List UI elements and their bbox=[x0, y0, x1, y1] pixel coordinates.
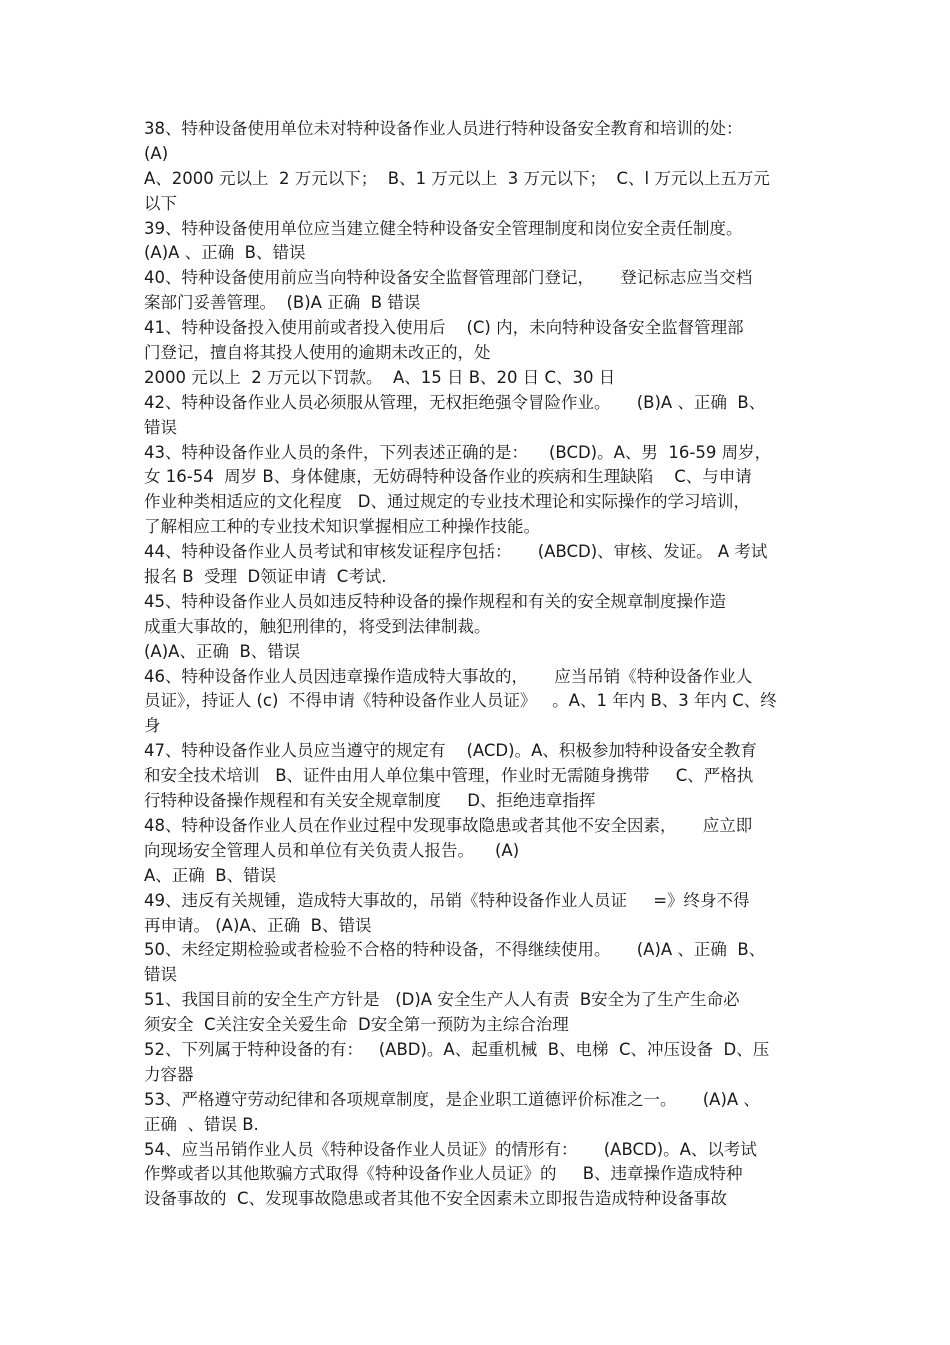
text-line: 向现场安全管理人员和单位有关负责人报告。 (A) bbox=[144, 840, 520, 860]
document-text bbox=[144, 117, 814, 1212]
text-line: 以下 bbox=[144, 193, 177, 213]
text-line: 成重大事故的，触犯刑律的，将受到法律制裁。 bbox=[144, 616, 491, 636]
text-line: 43、特种设备作业人员的条件，下列表述正确的是： (BCD)。A、男 16-59 周岁， bbox=[144, 442, 772, 462]
text-line: 39、特种设备使用单位应当建立健全特种设备安全管理制度和岗位安全责任制度。 bbox=[144, 218, 743, 238]
text-line: 46、特种设备作业人员因违章操作造成特大事故的， 应当吊销《特种设备作业人 bbox=[144, 666, 753, 686]
text-line: 41、特种设备投入使用前或者投入使用后 (C) 内，未向特种设备安全监督管理部 bbox=[144, 318, 744, 338]
text-line: 44、特种设备作业人员考试和审核发证程序包括： (ABCD)、审核、发证。 A 考试 bbox=[144, 542, 768, 562]
text-line: 38、特种设备使用单位未对特种设备作业人员进行特种设备安全教育和培训的处： bbox=[144, 119, 743, 138]
text-line: 40、特种设备使用前应当向特种设备安全监督管理部门登记， 登记标志应当交档 bbox=[144, 268, 753, 288]
text-line: 正确 、错误 B. bbox=[144, 1114, 259, 1134]
text-line: 53、严格遵守劳动纪律和各项规章制度，是企业职工道德评价标准之一。 (A)A 、 bbox=[144, 1089, 760, 1109]
text-line: 2000 元以上 2 万元以下罚款。 A、15 日 B、20 日 C、30 日 bbox=[144, 367, 616, 387]
text-line: A、2000 元以上 2 万元以下； B、1 万元以上 3 万元以下； C、l 万元以上五万元 bbox=[144, 168, 770, 188]
text-line: 力容器 bbox=[144, 1064, 194, 1084]
text-line: A、正确 B、错误 bbox=[144, 865, 277, 885]
text-line: 54、应当吊销作业人员《特种设备作业人员证》的情形有： (ABCD)。A、以考试 bbox=[144, 1139, 757, 1159]
text-line: 作业种类相适应的文化程度 D、通过规定的专业技术理论和实际操作的学习培训， bbox=[144, 492, 750, 512]
text-line: 案部门妥善管理。 (B)A 正确 B 错误 bbox=[144, 293, 421, 313]
text-line: 48、特种设备作业人员在作业过程中发现事故隐患或者其他不安全因素， 应立即 bbox=[144, 815, 753, 835]
text-line: (A)A、正确 B、错误 bbox=[144, 641, 301, 661]
text-line: 49、违反有关规锺，造成特大事故的，吊销《特种设备作业人员证 =》终身不得 bbox=[144, 890, 750, 910]
text-line: 50、未经定期检验或者检验不合格的特种设备，不得继续使用。 (A)A 、正确 B、 bbox=[144, 940, 766, 960]
text-line: 错误 bbox=[144, 965, 177, 985]
text-line: (A) bbox=[144, 143, 169, 163]
text-line: 45、特种设备作业人员如违反特种设备的操作规程和有关的安全规章制度操作造 bbox=[144, 591, 726, 611]
text-line: 行特种设备操作规程和有关安全规章制度 D、拒绝违章指挥 bbox=[144, 791, 596, 811]
text-line: 47、特种设备作业人员应当遵守的规定有 (ACD)。A、积极参加特种设备安全教育 bbox=[144, 741, 757, 761]
text-line: 女 16-54 周岁 B、身体健康，无妨碍特种设备作业的疾病和生理缺陷 C、与申请 bbox=[144, 467, 752, 487]
text-line: (A)A 、正确 B、错误 bbox=[144, 243, 306, 263]
text-line: 设备事故的 C、发现事故隐患或者其他不安全因素未立即报告造成特种设备事故 bbox=[144, 1189, 728, 1209]
text-line: 51、我国目前的安全生产方针是 (D)A 安全生产人人有责 B安全为了生产生命必 bbox=[144, 990, 740, 1010]
text-line: 52、下列属于特种设备的有： (ABD)。A、起重机械 B、电梯 C、冲压设备 D、压 bbox=[144, 1039, 770, 1059]
text-line: 错误 bbox=[144, 417, 177, 437]
text-line: 42、特种设备作业人员必须服从管理，无权拒绝强令冒险作业。 (B)A 、正确 B、 bbox=[144, 392, 766, 412]
text-line: 须安全 C关注安全关爱生命 D安全第一预防为主综合治理 bbox=[144, 1015, 569, 1035]
text-line: 员证》，持证人 (c) 不得申请《特种设备作业人员证》 。A、1 年内 B、3 年内 C、终 bbox=[144, 691, 777, 711]
text-line: 门登记，擅自将其投人使用的逾期未改正的，处 bbox=[144, 343, 491, 363]
text-line: 再申请。 (A)A、正确 B、错误 bbox=[144, 915, 372, 935]
text-line: 身 bbox=[144, 716, 161, 736]
text-line: 了解相应工种的专业技术知识掌握相应工种操作技能。 bbox=[144, 517, 540, 537]
text-line: 报名 B 受理 D领证申请 C考试. bbox=[144, 567, 387, 587]
text-line: 和安全技术培训 B、证件由用人单位集中管理，作业时无需随身携带 C、严格执 bbox=[144, 766, 754, 786]
text-line: 作弊或者以其他欺骗方式取得《特种设备作业人员证》的 B、违章操作造成特种 bbox=[144, 1164, 743, 1184]
